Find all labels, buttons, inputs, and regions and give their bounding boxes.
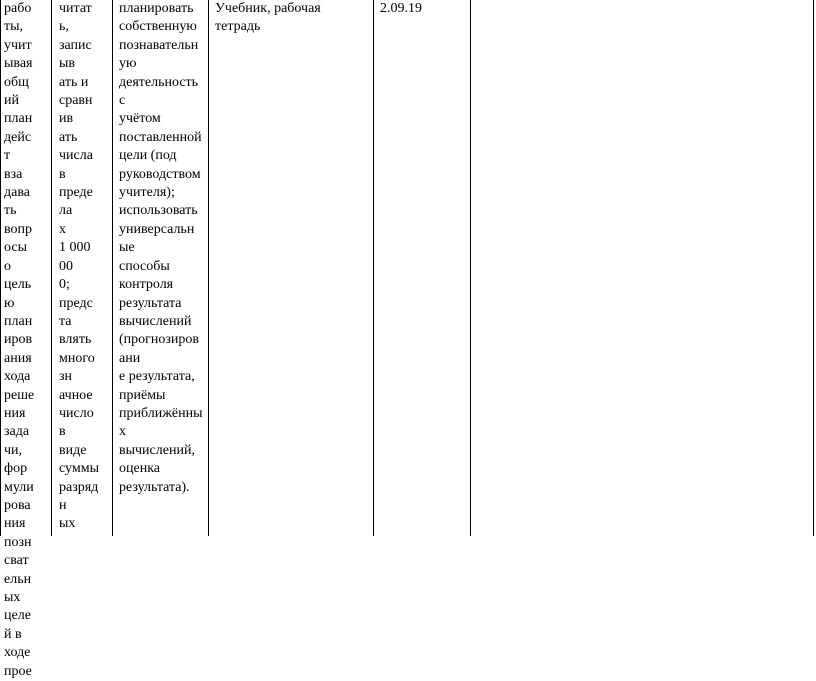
cell-line: х <box>59 221 66 237</box>
table-border-right <box>813 0 814 536</box>
cell-line: ать <box>59 129 78 145</box>
cell-line: поставленной <box>119 129 202 145</box>
cell-line: о <box>4 258 11 274</box>
cell-line: универсальные <box>119 221 195 256</box>
cell-line: руководством <box>119 166 201 182</box>
cell-line: способы <box>119 258 170 274</box>
cell-line: разрядн <box>59 479 99 513</box>
cell-line: рабо <box>4 1 32 16</box>
cell-line: учит <box>4 37 32 53</box>
cell-line: число в <box>59 405 94 440</box>
cell-line: оценка <box>119 461 161 477</box>
cell-line: дава <box>4 185 30 201</box>
cell-line: учителя); <box>119 185 175 201</box>
cell-line: ых <box>4 590 21 605</box>
cell-line: чи, <box>4 442 23 458</box>
cell-line: ния <box>4 516 26 532</box>
table-border-col3 <box>208 0 209 536</box>
cell-line: фор <box>4 461 28 477</box>
cell-line: вопр <box>4 221 33 237</box>
materials-cell: Учебник, рабочая тетрадь <box>215 1 321 35</box>
cell-line: рова <box>4 497 31 513</box>
cell-line: ельн <box>4 571 32 587</box>
cell-line: зада <box>4 424 30 440</box>
cell-line: позн <box>4 534 32 550</box>
cell-line: ывая <box>4 56 33 72</box>
cell-line: влять <box>59 332 92 348</box>
cell-line: т <box>4 148 11 164</box>
cell-line: результата <box>119 295 182 311</box>
cell-line: читать, <box>59 1 92 35</box>
cell-line: ты, <box>4 19 24 35</box>
cell-line: многозн <box>59 350 95 385</box>
cell-line: реше <box>4 387 35 403</box>
cell-line: предста <box>59 295 93 329</box>
cell-line: сравнив <box>59 93 93 127</box>
cell-line: контроля <box>119 277 174 293</box>
cell-line: ых <box>59 516 76 532</box>
activity-cell <box>4 0 48 679</box>
cell-line: виде <box>59 442 87 458</box>
cell-line: план <box>4 313 33 329</box>
table-border-left <box>0 0 1 536</box>
uud-cell <box>119 0 203 497</box>
cell-line: приёмы <box>119 387 166 403</box>
cell-line: ю <box>4 295 15 311</box>
cell-line: цель <box>4 277 32 293</box>
cell-line: суммы <box>59 461 99 477</box>
cell-line: иров <box>4 332 33 348</box>
table-border-col1 <box>51 0 52 536</box>
cell-line: общ <box>4 74 29 90</box>
date-cell: 2.09.19 <box>380 1 422 16</box>
cell-line: е результата, <box>119 369 195 385</box>
cell-line: ий <box>4 93 19 109</box>
cell-line: 1 000 00 <box>59 240 91 274</box>
table-border-col5 <box>470 0 471 536</box>
cell-line: приближённых <box>119 405 203 440</box>
table-border-col2 <box>112 0 113 536</box>
table-border-col4 <box>373 0 374 536</box>
cell-line: использовать <box>119 203 198 219</box>
cell-line: учётом <box>119 111 161 127</box>
cell-line: ать и <box>59 74 89 90</box>
outcomes-cell <box>59 0 99 534</box>
cell-line: предела <box>59 185 93 219</box>
cell-line: результата). <box>119 479 190 495</box>
cell-line: ходе <box>4 645 31 661</box>
cell-line: планировать <box>119 1 194 16</box>
cell-line: мули <box>4 479 34 495</box>
cell-line: ния <box>4 405 26 421</box>
cell-line: вза <box>4 166 23 182</box>
cell-line: й в <box>4 626 22 642</box>
cell-line: (прогнозировани <box>119 332 200 366</box>
cell-line: ания <box>4 350 32 366</box>
cell-line: сват <box>4 553 29 569</box>
cell-line: ачное <box>59 387 93 403</box>
cell-line: прое <box>4 663 32 679</box>
cell-line: записыв <box>59 37 92 72</box>
cell-line: познавательную <box>119 37 199 72</box>
cell-line: вычислений, <box>119 442 195 458</box>
cell-line: числа в <box>59 148 93 182</box>
cell-line: план <box>4 111 33 127</box>
cell-line: целе <box>4 608 31 624</box>
cell-line: вычислений <box>119 313 192 329</box>
cell-line: 0; <box>59 277 70 293</box>
cell-line: осы <box>4 240 27 256</box>
cell-line: деятельность с <box>119 74 199 109</box>
cell-line: цели (под <box>119 148 177 164</box>
cell-line: дейс <box>4 129 32 145</box>
cell-line: хода <box>4 369 31 385</box>
cell-line: ть <box>4 203 17 219</box>
cell-line: собственную <box>119 19 197 35</box>
